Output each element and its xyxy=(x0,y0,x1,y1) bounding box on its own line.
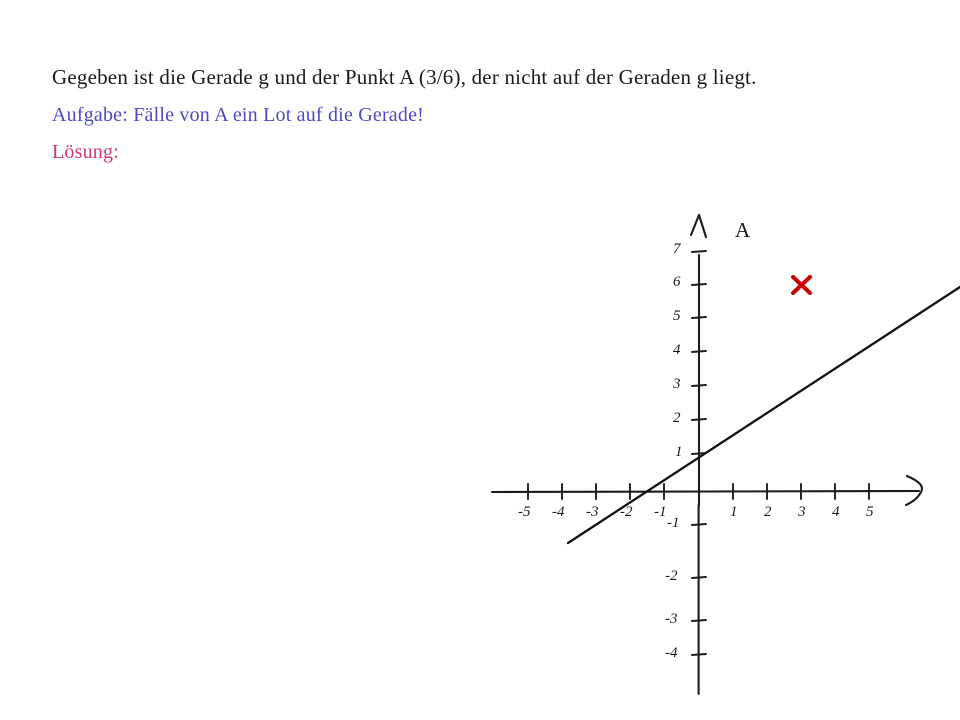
solution-label: Lösung: xyxy=(52,140,119,163)
x-tick-label-3: 3 xyxy=(798,504,806,520)
y-tick-label-2: 2 xyxy=(673,410,681,426)
y-axis-arrow xyxy=(691,215,706,237)
x-tick-label-neg3: -3 xyxy=(586,504,599,520)
y-tick-label-4: 4 xyxy=(673,342,681,358)
y-tick-label-neg1: -1 xyxy=(667,515,680,531)
coordinate-system xyxy=(470,195,960,710)
y-tick-label-6: 6 xyxy=(673,274,681,290)
y-tick-label-neg2: -2 xyxy=(665,568,678,584)
x-tick-label-2: 2 xyxy=(764,504,772,520)
x-tick-label-neg5: -5 xyxy=(518,504,531,520)
y-tick-label-5: 5 xyxy=(673,308,681,324)
task-line: Aufgabe: Fälle von A ein Lot auf die Gerade! xyxy=(52,103,425,126)
y-tick-label-neg3: -3 xyxy=(665,611,678,627)
y-tick-label-7: 7 xyxy=(673,241,681,257)
problem-statement: Gegeben ist die Gerade g und der Punkt A (3/6), der nicht auf der Geraden g liegt. xyxy=(52,65,757,89)
x-tick-label-neg1: -1 xyxy=(654,504,667,520)
y-tick-label-3: 3 xyxy=(673,376,681,392)
x-tick-label-4: 4 xyxy=(832,504,840,520)
graph-svg xyxy=(470,195,960,710)
x-tick-label-1: 1 xyxy=(730,504,738,520)
x-axis xyxy=(492,491,919,492)
point-a-label: A xyxy=(735,218,751,242)
y-tick-label-1: 1 xyxy=(675,444,683,460)
problem-text-block xyxy=(52,62,882,168)
x-tick-label-neg2: -2 xyxy=(620,504,633,520)
point-a-marker xyxy=(793,277,810,293)
y-tick-label-neg4: -4 xyxy=(665,645,678,661)
x-tick-label-5: 5 xyxy=(866,504,874,520)
x-tick-label-neg4: -4 xyxy=(552,504,565,520)
